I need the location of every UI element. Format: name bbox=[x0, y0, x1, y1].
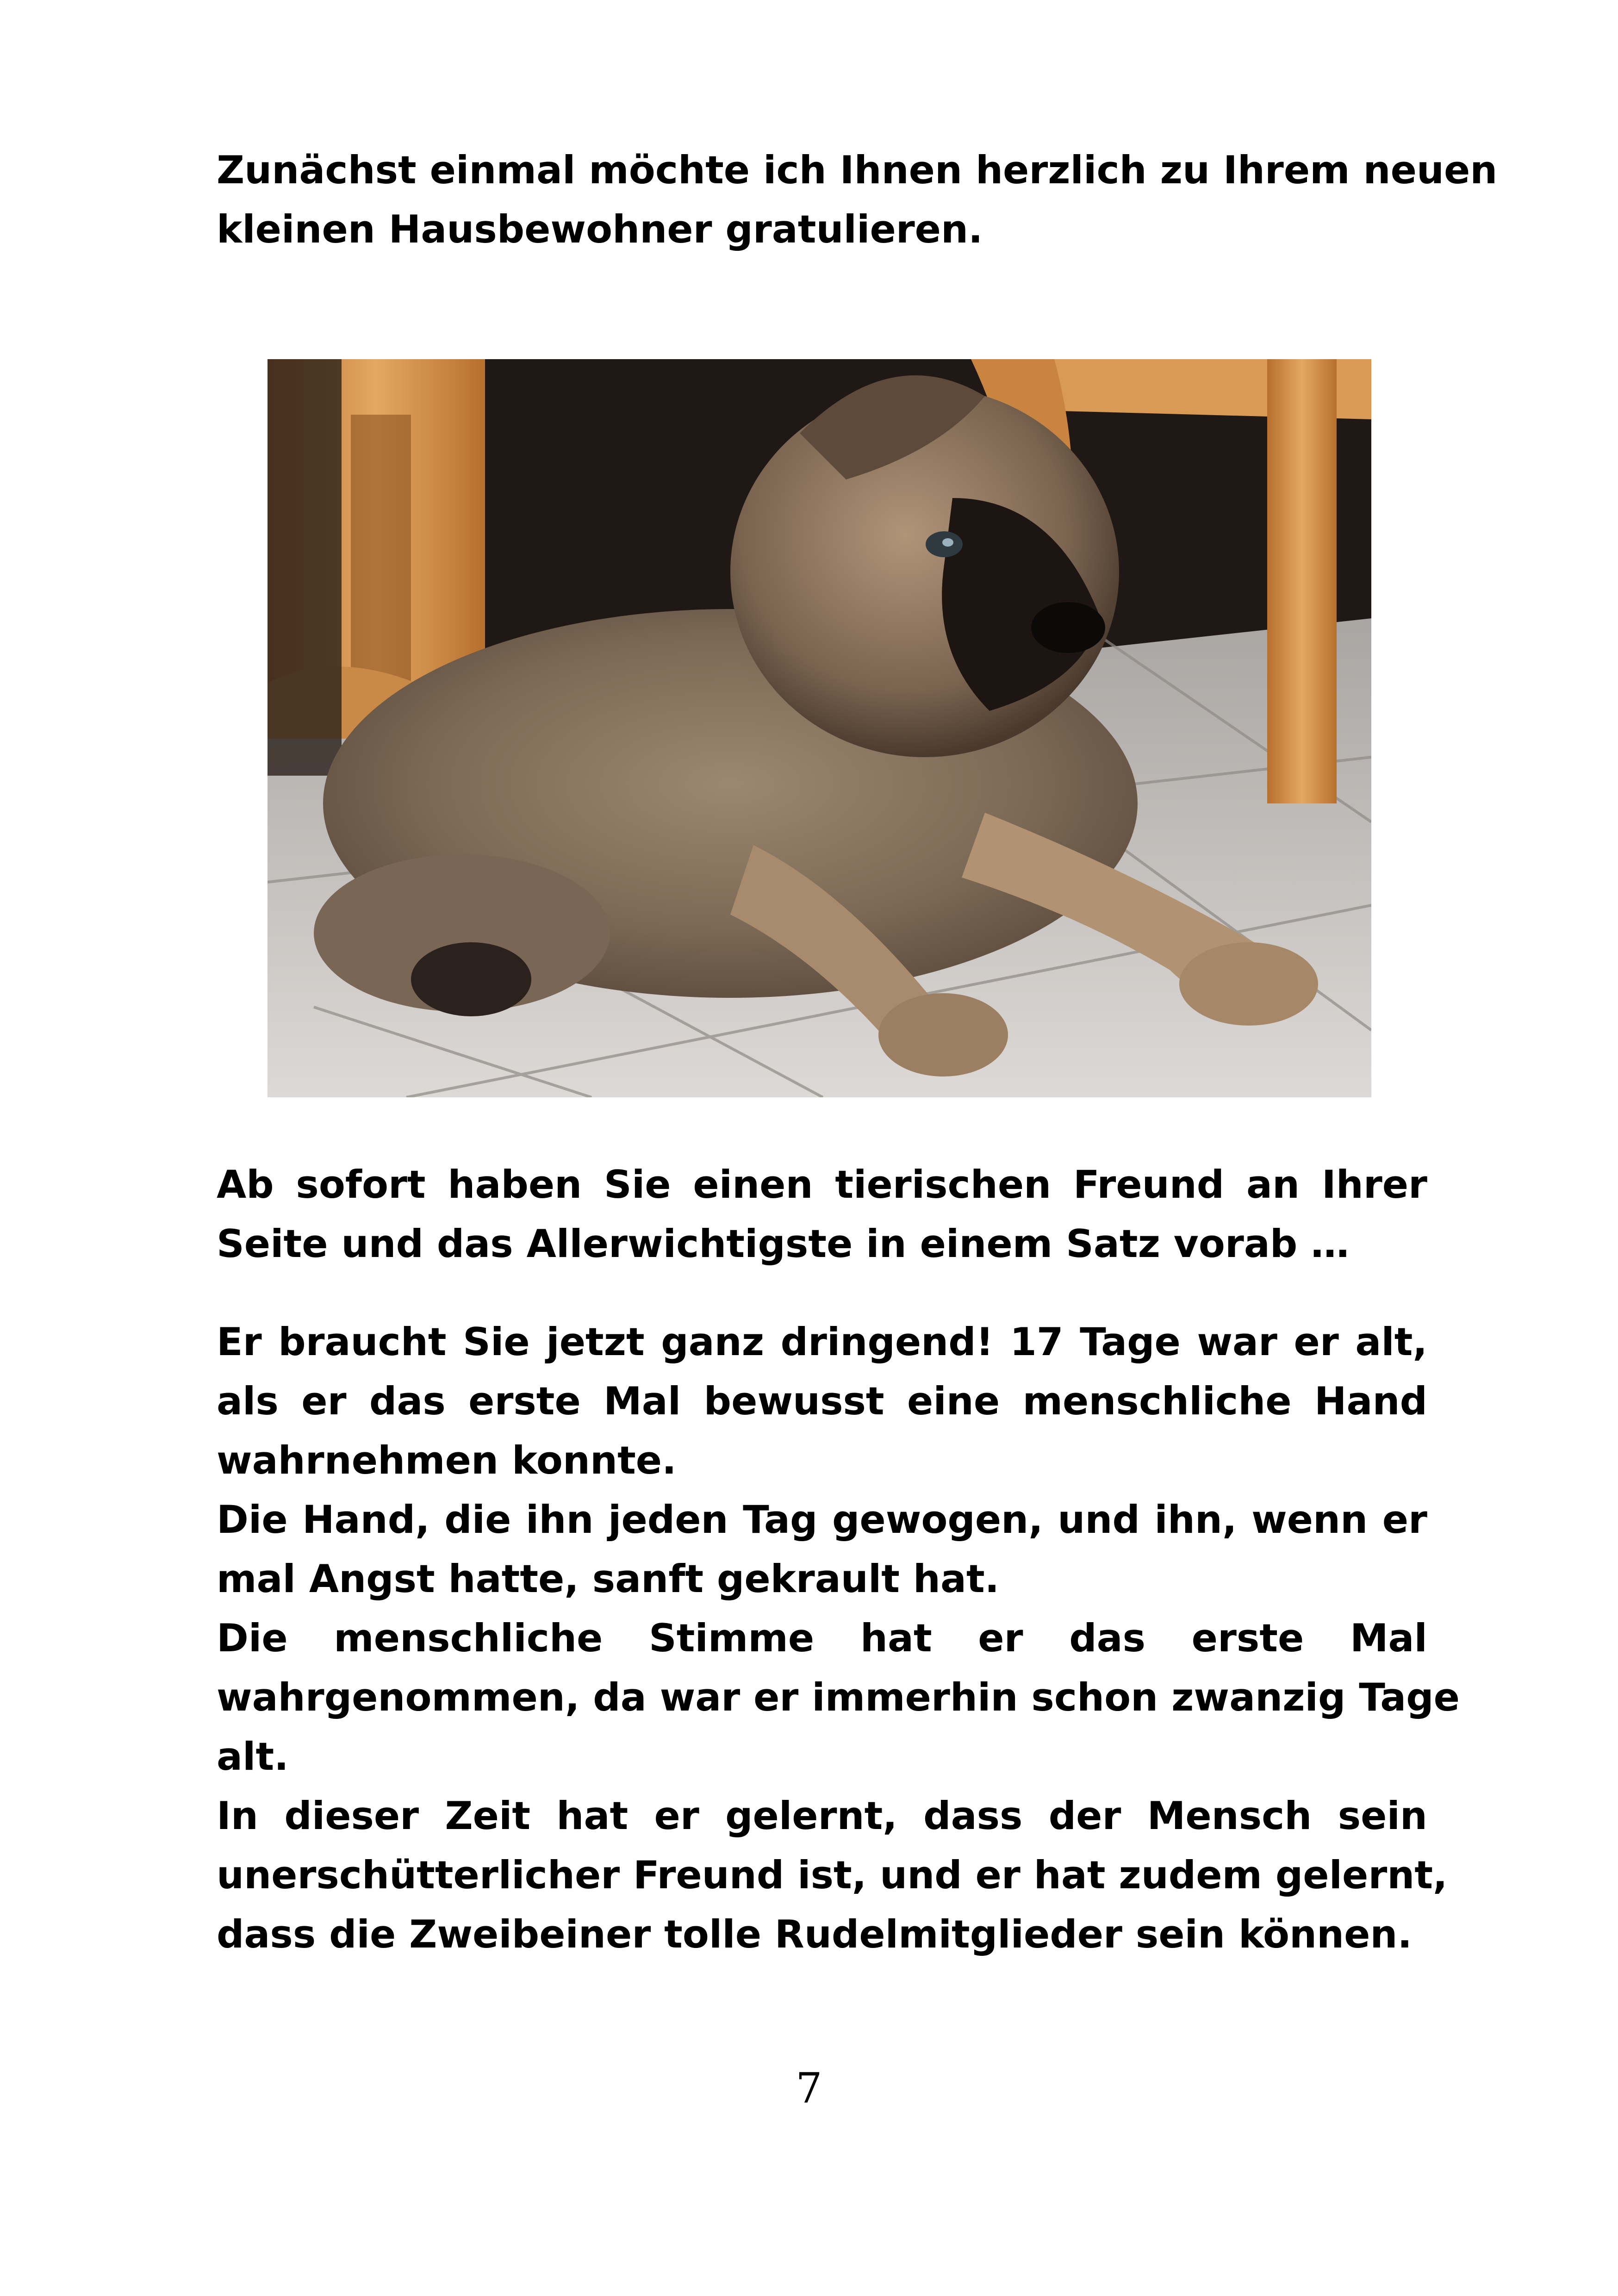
text-line: Ab sofort haben Sie einen tierischen Freund an Ihrer bbox=[217, 1162, 1427, 1207]
text-line: Die Hand, die ihn jeden Tag gewogen, und ihn, wenn er bbox=[217, 1497, 1427, 1542]
puppy-photo bbox=[268, 359, 1371, 1097]
text-line: wahrgenommen, da war er immerhin schon zwanzig Tage bbox=[217, 1675, 1460, 1720]
text-line: alt. bbox=[217, 1734, 289, 1779]
page-number: 7 bbox=[796, 2064, 822, 2113]
text-line: mal Angst hatte, sanft gekrault hat. bbox=[217, 1556, 1000, 1601]
text-line: Seite und das Allerwichtigste in einem Satz vorab … bbox=[217, 1221, 1350, 1266]
text-line: wahrnehmen konnte. bbox=[217, 1438, 677, 1483]
text-line: als er das erste Mal bewusst eine menschliche Hand bbox=[217, 1379, 1427, 1424]
text-line: Er braucht Sie jetzt ganz dringend! 17 Tage war er alt, bbox=[217, 1319, 1427, 1364]
text-line: Die menschliche Stimme hat er das erste Mal bbox=[217, 1616, 1427, 1661]
text-line: unerschütterlicher Freund ist, und er hat zudem gelernt, bbox=[217, 1853, 1448, 1898]
text-line: kleinen Hausbewohner gratulieren. bbox=[217, 207, 983, 252]
text-line: In dieser Zeit hat er gelernt, dass der Mensch sein bbox=[217, 1793, 1427, 1838]
text-line: dass die Zweibeiner tolle Rudelmitglieder sein können. bbox=[217, 1912, 1413, 1957]
text-line: Zunächst einmal möchte ich Ihnen herzlich zu Ihrem neuen bbox=[217, 148, 1498, 193]
